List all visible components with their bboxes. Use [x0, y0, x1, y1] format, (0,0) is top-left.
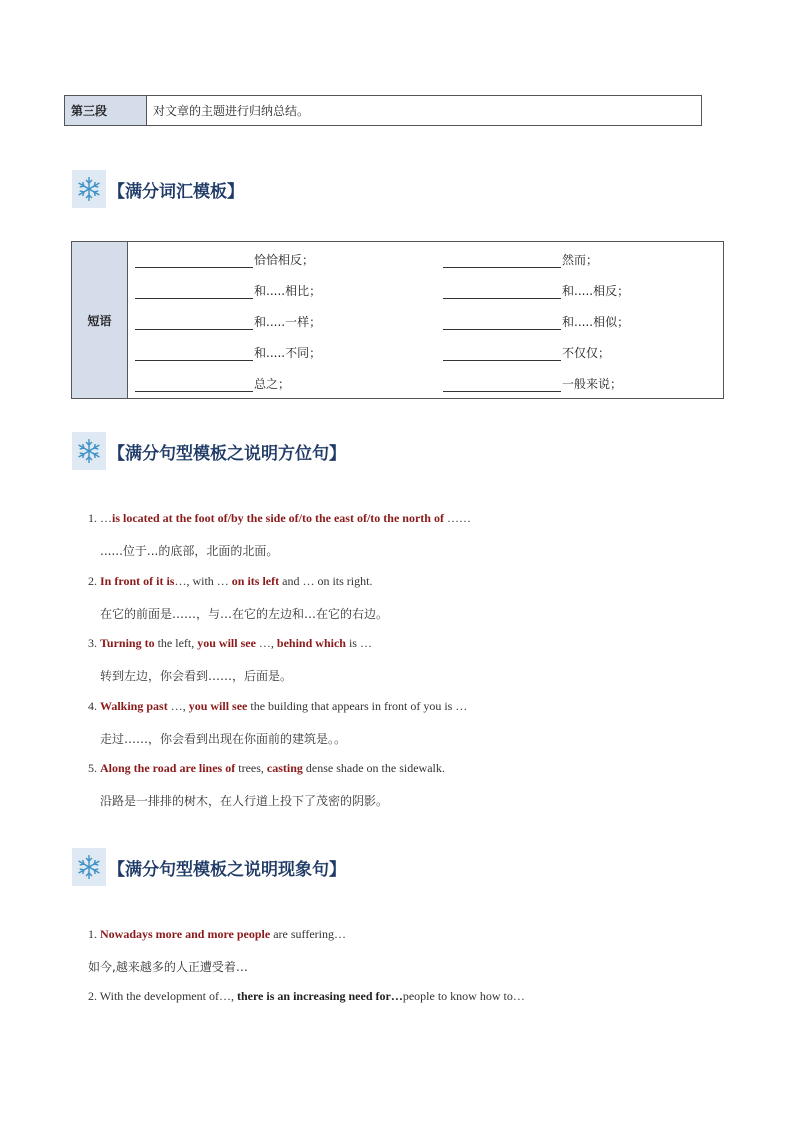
snowflake-icon: [72, 848, 106, 886]
phenomenon-sentence-1: 1. Nowadays more and more people are suffering…: [88, 927, 346, 941]
location-translation-1: ......位于...的底部，北面的北面。: [100, 544, 279, 558]
location-translation-5: 沿路是一排排的树木，在人行道上投下了茂密的阴影。: [100, 794, 389, 808]
fill-blank[interactable]: [135, 253, 253, 268]
vocab-table: [71, 241, 724, 399]
location-sentence-2: 2. In front of it is…, with … on its left and … on its right.: [88, 574, 373, 588]
vocab-item: 恰恰相反；: [135, 250, 314, 268]
fill-blank[interactable]: [135, 284, 253, 299]
location-sentence-3: 3. Turning to the left, you will see …, behind which is …: [88, 636, 372, 650]
fill-blank[interactable]: [135, 377, 253, 392]
paragraph-table: [64, 95, 702, 126]
phenomenon-heading: [72, 848, 346, 886]
phenomenon-title: 【满分句型模板之说明现象句】: [108, 859, 346, 880]
phenomenon-sentence-2: 2. With the development of…, there is an increasing need for…people to know how to…: [88, 989, 525, 1003]
snowflake-icon: [72, 432, 106, 470]
paragraph-description: 对文章的主题进行归纳总结。: [153, 104, 310, 118]
phenomenon-translation-1: 如今,越来越多的人正遭受着…: [88, 960, 248, 974]
vocab-item: 和.....相似；: [443, 312, 629, 330]
location-title: 【满分句型模板之说明方位句】: [108, 443, 346, 464]
fill-blank[interactable]: [135, 346, 253, 361]
location-sentence-4: 4. Walking past …, you will see the building that appears in front of you is …: [88, 699, 468, 713]
location-translation-3: 转到左边，你会看到……，后面是。: [100, 669, 293, 683]
vocab-item: 和.....相反；: [443, 281, 629, 299]
vocab-item: 一般来说；: [443, 374, 622, 392]
vocab-item: 和.....不同；: [135, 343, 321, 361]
fill-blank[interactable]: [443, 315, 561, 330]
location-sentence-5: 5. Along the road are lines of trees, casting dense shade on the sidewalk.: [88, 761, 445, 775]
vocab-item: 和.....一样；: [135, 312, 321, 330]
fill-blank[interactable]: [443, 377, 561, 392]
vocab-item: 总之；: [135, 374, 290, 392]
vocab-grid: [128, 242, 723, 398]
paragraph-label: 第三段: [65, 96, 147, 125]
vocab-heading: [72, 170, 244, 208]
fill-blank[interactable]: [443, 346, 561, 361]
vocab-item: 然而；: [443, 250, 598, 268]
vocab-item: 不仅仅；: [443, 343, 610, 361]
snowflake-icon: [72, 170, 106, 208]
fill-blank[interactable]: [135, 315, 253, 330]
location-translation-4: 走过……，你会看到出现在你面前的建筑是。。: [100, 732, 347, 746]
location-heading: [72, 432, 346, 470]
location-sentence-1: 1. …is located at the foot of/by the side of/to the east of/to the north of ……: [88, 511, 471, 525]
fill-blank[interactable]: [443, 284, 561, 299]
vocab-title: 【满分词汇模板】: [108, 181, 244, 202]
vocab-label: 短语: [72, 242, 128, 398]
fill-blank[interactable]: [443, 253, 561, 268]
location-translation-2: 在它的前面是……，与…在它的左边和…在它的右边。: [100, 607, 389, 621]
vocab-item: 和.....相比；: [135, 281, 321, 299]
